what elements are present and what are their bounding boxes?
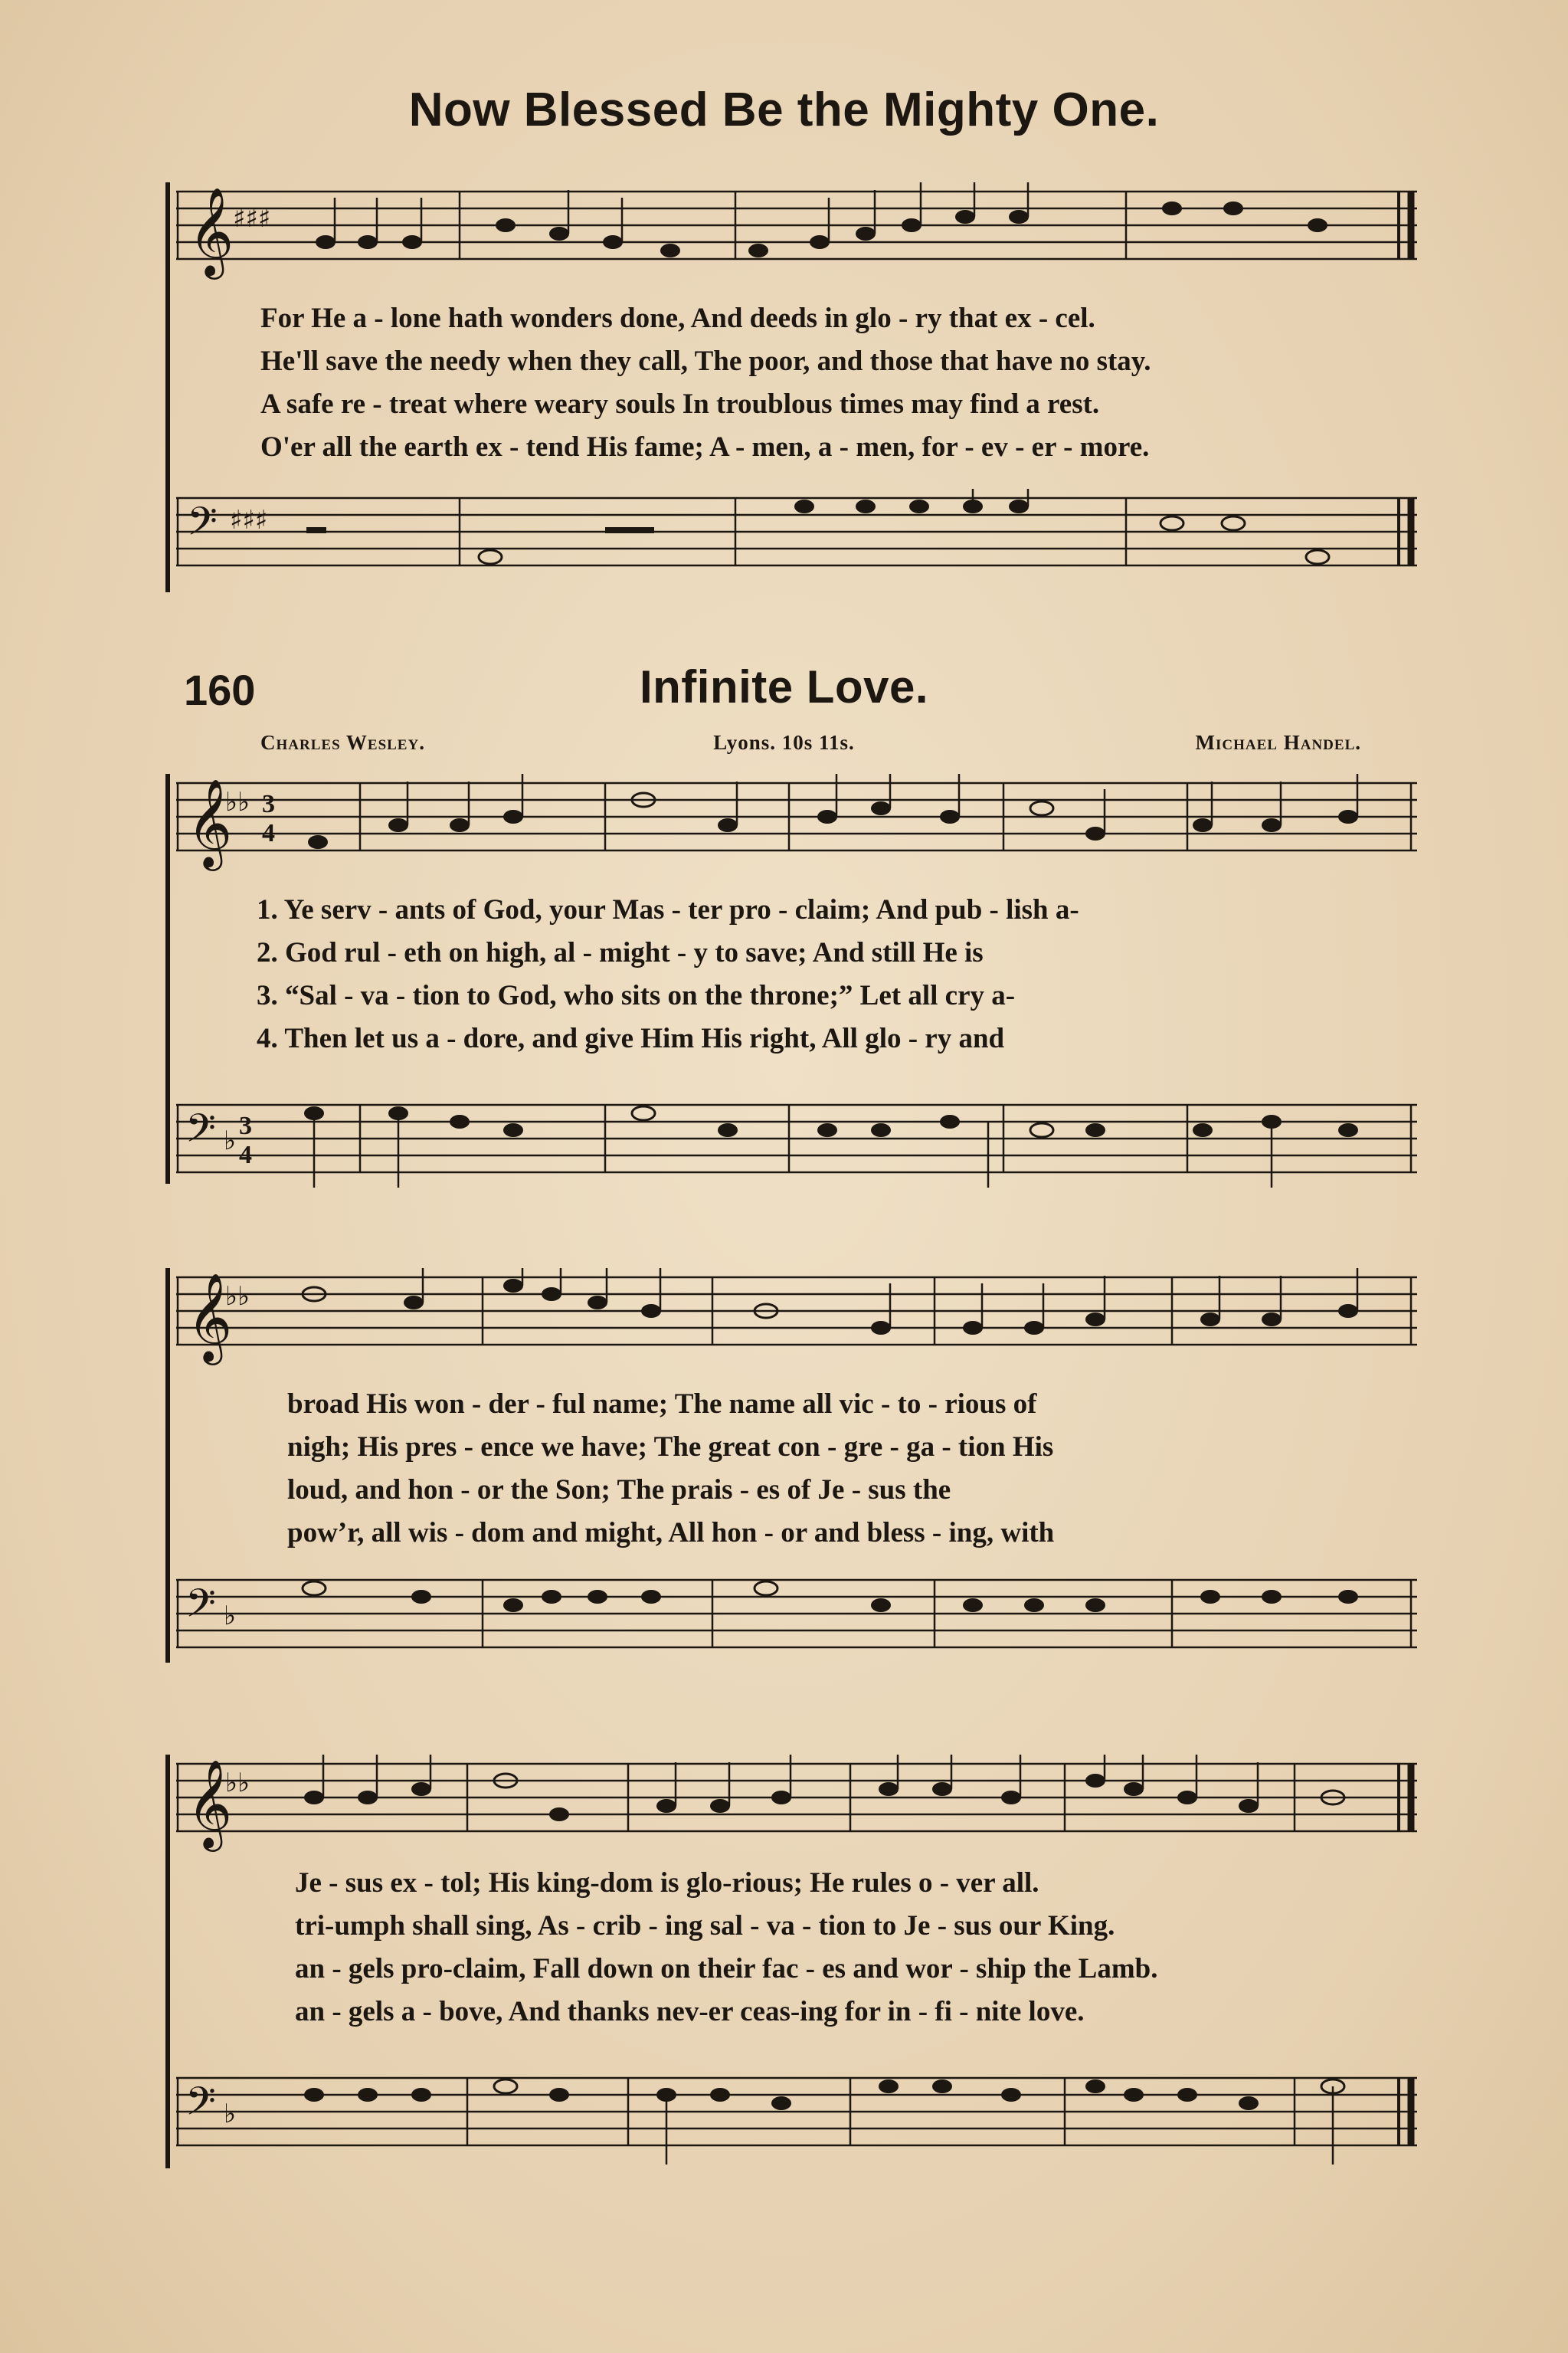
lyric-line: He'll save the needy when they call, The poor, and those that have no stay. [260,346,1151,377]
svg-text:𝄢: 𝄢 [187,498,218,554]
hymn-title: Now Blessed Be the Mighty One. [408,84,1160,136]
music-system [176,1268,1417,1666]
hymn-title: Infinite Love. [639,661,929,713]
bass-staff [176,1096,1417,1169]
verse-lyrics [257,889,1079,1060]
svg-text:♭♭: ♭♭ [225,1281,250,1312]
lyric-line: loud, and hon - or the Son; The prais - es of Je - sus the [287,1474,951,1506]
system-bracket [165,1268,170,1663]
svg-text:𝄢: 𝄢 [185,1580,216,1636]
tune-meter: Lyons. 10s 11s. [713,731,855,754]
author-credit: Charles Wesley. [260,731,425,754]
lyric-line: pow’r, all wis - dom and might, All hon - or and bless - ing, with [287,1517,1055,1548]
verse-lyrics [295,1862,1158,2033]
lyric-line: Je - sus ex - tol; His king-dom is glo-rious; He rules o - ver all. [295,1867,1039,1899]
svg-text:3: 3 [262,790,275,818]
svg-text:♭: ♭ [224,2099,237,2129]
verse-lyrics [287,1383,1054,1555]
lyric-line: an - gels a - bove, And thanks nev-er ceas-ing for in - fi - nite love. [295,1996,1085,2027]
svg-text:𝄢: 𝄢 [185,2078,216,2134]
music-system [176,182,1417,596]
lyric-line: 4. Then let us a - dore, and give Him His right, All glo - ry and [257,1023,1005,1054]
lyric-line: A safe re - treat where weary souls In troublous times may find a rest. [260,388,1100,420]
bass-staff [176,2069,1417,2134]
svg-text:♭♭: ♭♭ [225,787,250,818]
lyric-line: an - gels pro-claim, Fall down on their fac - es and wor - ship the Lamb. [295,1953,1158,1984]
lyric-line: tri-umph shall sing, As - crib - ing sal - va - tion to Je - sus our King. [295,1910,1115,1942]
system-bracket [165,1755,170,2168]
svg-text:♭♭: ♭♭ [225,1768,250,1798]
treble-staff [176,774,1417,867]
treble-staff [176,1755,1417,1848]
lyric-line: broad His won - der - ful name; The name all vic - to - rious of [287,1388,1037,1420]
svg-text:♭: ♭ [224,1601,237,1631]
bass-staff [176,1571,1417,1636]
svg-text:𝄞: 𝄞 [188,186,234,276]
system-bracket [165,182,170,592]
system-bracket [165,774,170,1184]
svg-text:𝄢: 𝄢 [185,1105,216,1161]
svg-text:4: 4 [239,1141,252,1169]
lyric-line: nigh; His pres - ence we have; The great con - gre - ga - tion His [287,1431,1054,1463]
treble-staff [176,182,1417,276]
svg-text:4: 4 [262,819,275,847]
svg-text:𝄞: 𝄞 [187,1758,233,1848]
lyric-line: 2. God rul - eth on high, al - might - y to save; And still He is [257,937,984,968]
svg-text:♯♯♯: ♯♯♯ [230,505,268,536]
svg-text:𝄞: 𝄞 [187,1272,233,1362]
svg-text:3: 3 [239,1112,252,1140]
svg-text:𝄞: 𝄞 [187,778,233,867]
svg-text:♭: ♭ [224,1126,237,1156]
music-system [176,774,1417,1188]
hymn-number: 160 [184,666,256,714]
lyric-line: For He a - lone hath wonders done, And deeds in glo - ry that ex - cel. [260,303,1095,334]
verse-lyrics [260,297,1151,469]
bass-staff [176,489,1417,554]
composer-credit: Michael Handel. [1195,731,1361,754]
treble-staff [176,1268,1417,1362]
lyric-line: O'er all the earth ex - tend His fame; A - men, a - men, for - ev - er - more. [260,431,1150,463]
lyric-line: 1. Ye serv - ants of God, your Mas - ter pro - claim; And pub - lish a- [257,894,1079,926]
music-system [176,1755,1417,2172]
svg-text:♯♯♯: ♯♯♯ [233,203,271,234]
lyric-line: 3. “Sal - va - tion to God, who sits on the throne;” Let all cry a- [257,980,1016,1011]
